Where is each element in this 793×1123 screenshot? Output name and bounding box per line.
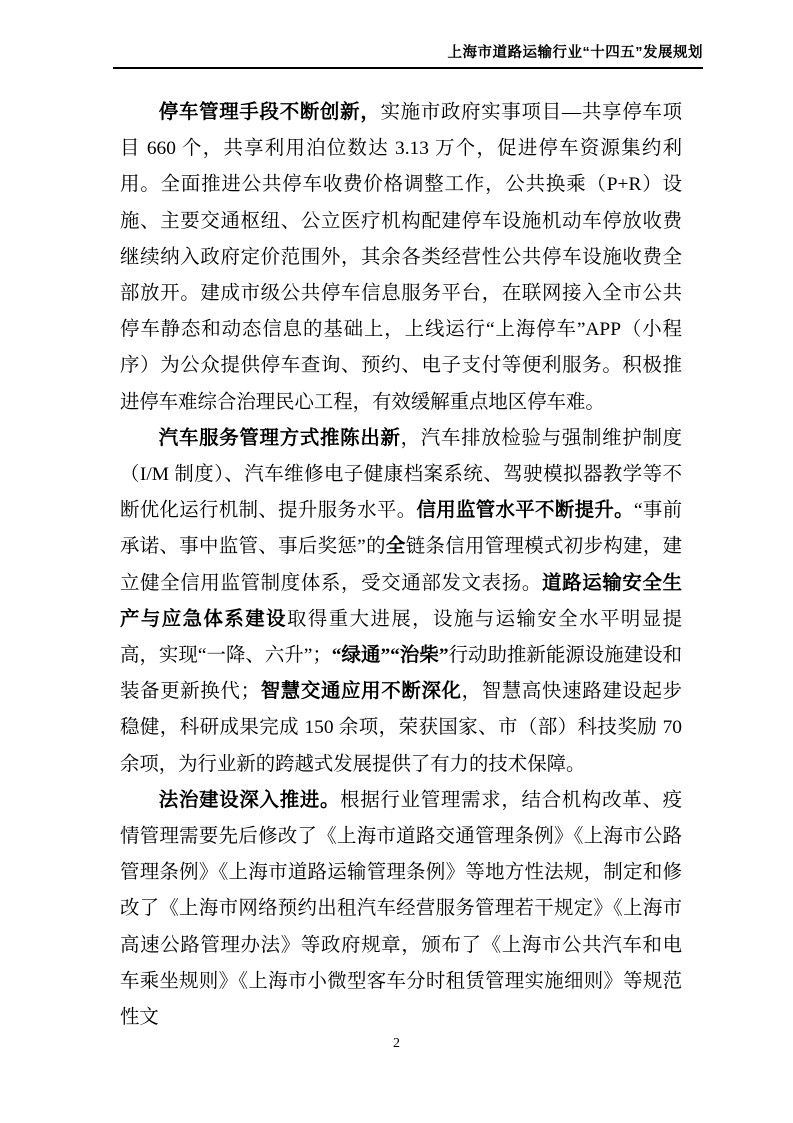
- text-run: 根据行业管理需求，结合机构改革、疫情管理需要先后修改了《上海市道路交通管理条例》《上海市公路管理条例》《上海市道路运输管理条例》等地方性法规，制定和修改了《上海市网络预约出租汽车经营服务管理若干规定》《上海市高速公路管理办法》等政府规章，颁布了《上海市公共汽车和电车乘坐规则》《上海市小微型客车分时租赁管理实施细则》等规范性文: [120, 789, 683, 1029]
- paragraph: [120, 421, 682, 783]
- text-run: “事前承诺、事中监管、事后奖惩”的: [120, 500, 683, 558]
- bold-text-run: 信用监管水平不断提升。: [416, 500, 634, 522]
- bold-text-run: 道路运输安全生产与应急体系建设: [120, 572, 683, 630]
- text-run: 行动助推新能源设施建设和装备更新换代；: [120, 645, 683, 703]
- bold-text-run: 法治建设深入推进。: [158, 789, 341, 811]
- bold-text-run: “绿通”“治柴”: [331, 645, 449, 667]
- text-run: 链条信用管理模式初步构建，建立健全信用监管制度体系，受交通部发文表扬。: [120, 536, 683, 594]
- header-title: 上海市道路运输行业“十四五”发展规划: [447, 45, 703, 61]
- bold-text-run: 全: [385, 536, 406, 558]
- document-body: [120, 95, 682, 1036]
- text-run: 实施市政府实事项目—共享停车项目 660 个，共享利用泊位数达 3.13 万个，促进停车资源集约利用。全面推进公共停车收费价格调整工作，公共换乘（P+R）设施、主要交通枢纽、公立医疗机构配建停车设施机动车停放收费继续纳入政府定价范围外，其余各类经营性公共停车设施收费全部放开。建成市级公共停车信息服务平台，在联网接入全市公共停车静态和动态信息的基础上，上线运行“上海停车”APP（小程序）为公众提供停车查询、预约、电子支付等便利服务。积极推进停车难综合治理民心工程，有效缓解重点地区停车难。: [120, 102, 683, 413]
- text-run: ，汽车排放检验与强制维护制度（I/M 制度）、汽车维修电子健康档案系统、驾驶模拟器教学等不断优化运行机制、提升服务水平。: [120, 427, 683, 522]
- paragraph: [120, 95, 682, 421]
- paragraph: [120, 783, 682, 1036]
- text-run: ，智慧高快速路建设起步稳健，科研成果完成 150 余项，荣获国家、市（部）科技奖励 70 余项，为行业新的跨越式发展提供了有力的技术保障。: [120, 681, 683, 775]
- page-footer: [0, 1036, 793, 1053]
- bold-text-run: 停车管理手段不断创新，: [158, 102, 381, 123]
- text-run: 取得重大进展，设施与运输安全水平明显提高，实现“一降、六升”；: [120, 608, 683, 667]
- page-number: 2: [393, 1036, 400, 1051]
- bold-text-run: 智慧交通应用不断深化: [259, 681, 462, 703]
- page-header: [113, 44, 703, 69]
- bold-text-run: 汽车服务管理方式推陈出新: [158, 427, 401, 449]
